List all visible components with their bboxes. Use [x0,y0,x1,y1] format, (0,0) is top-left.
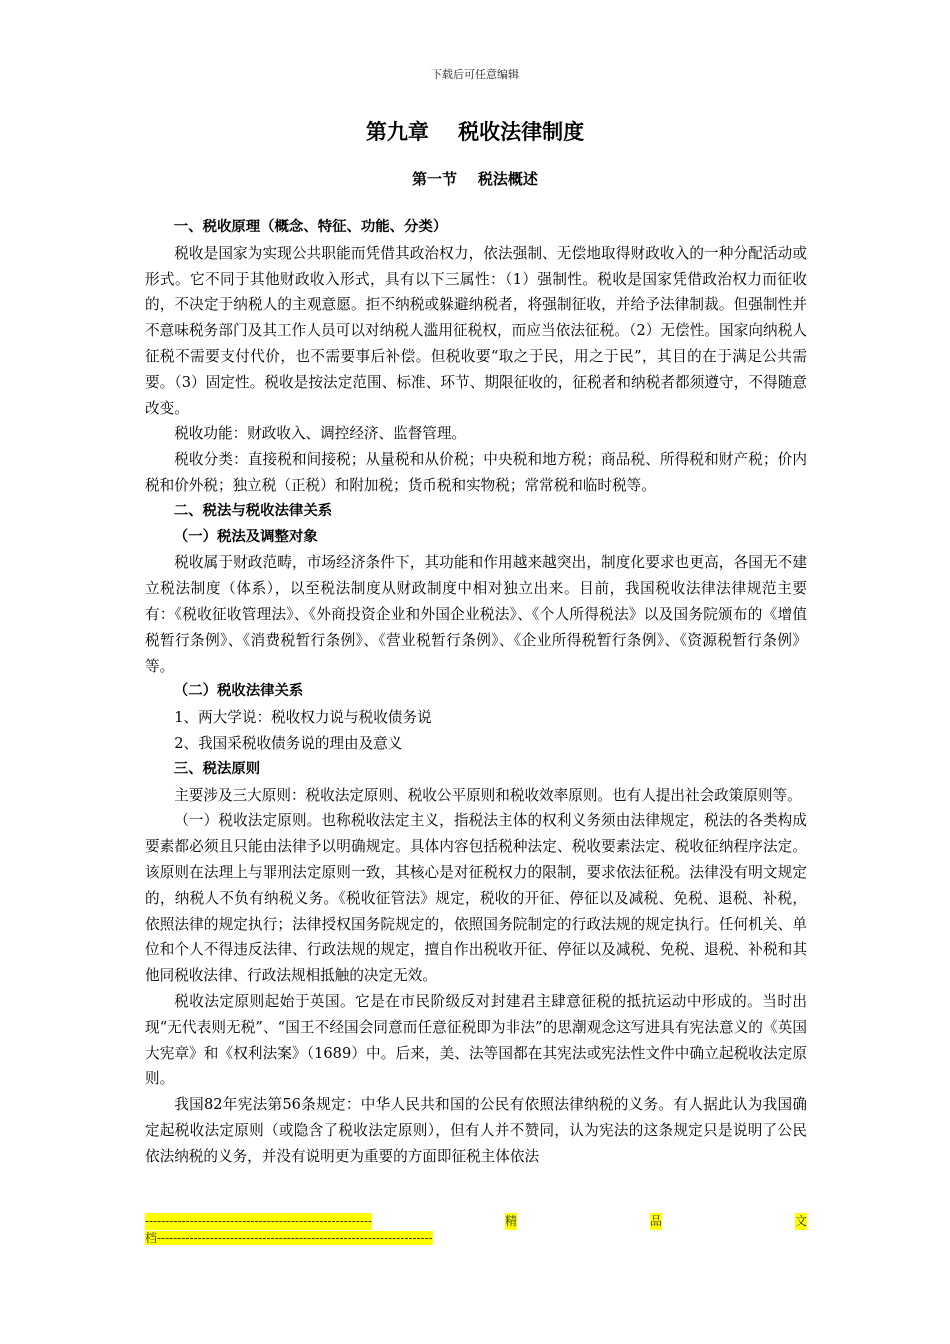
footer-line-2 [145,1230,807,1247]
footer-line-1 [145,1213,807,1230]
footer-word-2: 品 [649,1214,662,1228]
paragraph-tax-definition: 税收是国家为实现公共职能而凭借其政治权力，依法强制、无偿地取得财政收入的一种分配活动或形式。它不同于其他财政收入形式，具有以下三属性：（1）强制性。税收是国家凭借政治权力而征收的，不决定于纳税人的主观意愿。拒不纳税或躲避纳税者，将强制征收，并给予法律制裁。但强制性并不意味税务部门及其工作人员可以对纳税人滥用征税权，而应当依法征税。（2）无偿性。国家向纳税人征税不需要支付代价，也不需要事后补偿。但税收要“取之于民，用之于民”，其目的在于满足公共需要。（3）固定性。税收是按法定范围、标准、环节、期限征收的，征税者和纳税者都须遵守，不得随意改变。 [145,244,807,417]
paragraph-tax-functions: 税收功能：财政收入、调控经济、监督管理。 [174,425,467,443]
paragraph-legality-origin: 税收法定原则起始于英国。它是在市民阶级反对封建君主肆意征税的抵抗运动中形成的。当时出现“无代表则无税”、“国王不经国会同意而任意征税即为非法”的思潮观念这写进具有宪法意义的《英国大宪章》和《权利法案》（1689）中。后来，美、法等国都在其宪法或宪法性文件中确立起税收法定原则。 [145,992,807,1088]
footer-word-1: 精 [505,1214,518,1228]
chapter-title: 第九章 税收法律制度 [365,120,585,144]
heading-tax-principles: 一、税收原理（概念、特征、功能、分类） [173,219,448,235]
paragraph-three-principles: 主要涉及三大原则：税收法定原则、税收公平原则和税收效率原则。也有人提出社会政策原则等。 [174,786,802,804]
page-header-note: 下载后可任意编辑 [431,68,519,81]
footer-dashes: -------------------------------------------------------- [145,1214,373,1228]
heading-tax-law-relations: 二、税法与税收法律关系 [173,502,333,519]
subheading-tax-law-scope: （一）税法及调整对象 [173,528,318,545]
paragraph-tax-classification: 税收分类：直接税和间接税；从量税和从价税；中央税和地方税；商品税、所得税和财产税；价内税和价外税；独立税（正税）和附加税；货币税和实物税；常常税和临时税等。 [145,451,807,494]
paragraph-tax-law-system: 税收属于财政范畴，市场经济条件下，其功能和作用越来越突出，制度化要求也更高，各国无不建立税法制度（体系），以至税法制度从财政制度中相对独立出来。目前，我国税收法律法律规范主要有：《税收征收管理法》、《外商投资企业和外国企业税法》、《个人所得税法》以及国务院颁布的《增值税暂行条例》、《消费税暂行条例》、《营业税暂行条例》、《企业所得税暂行条例》、《资源税暂行条例》等。 [145,554,807,675]
document-body [145,215,807,1169]
section-title: 第一节 税法概述 [412,170,538,188]
list-item-debt-theory: 2、我国采税收债务说的理由及意义 [174,734,403,752]
list-item-two-theories: 1、两大学说：税收权力说与税收债务说 [174,709,432,727]
footer-line-2-text: 档-------------------------------------------------------------------- [145,1231,433,1245]
heading-tax-law-principles: 三、税法原则 [173,760,261,777]
footer-word-3: 文 [794,1214,807,1228]
subheading-tax-legal-relation: （二）税收法律关系 [173,683,304,700]
footer-watermark-band [145,1213,807,1247]
paragraph-constitution-article: 我国82年宪法第56条规定：中华人民共和国的公民有依照法律纳税的义务。有人据此认为我国确定起税收法定原则（或隐含了税收法定原则），但有人并不赞同，认为宪法的这条规定只是说明了公民依法纳税的义务，并没有说明更为重要的方面即征税主体依法 [145,1096,807,1165]
paragraph-legality-principle: （一）税收法定原则。也称税收法定主义，指税法主体的权利义务须由法律规定，税法的各类构成要素都必须且只能由法律予以明确规定。具体内容包括税种法定、税收要素法定、税收征纳程序法定。该原则在法理上与罪刑法定原则一致，其核心是对征税权力的限制，要求依法征税。法律没有明文规定的，纳税人不负有纳税义务。《税收征管法》规定，税收的开征、停征以及减税、免税、退税、补税，依照法律的规定执行；法律授权国务院规定的，依照国务院制定的行政法规的规定执行。任何机关、单位和个人不得违反法律、行政法规的规定，擅自作出税收开征、停征以及减税、免税、退税、补税和其他同税收法律、行政法规相抵触的决定无效。 [145,812,807,985]
